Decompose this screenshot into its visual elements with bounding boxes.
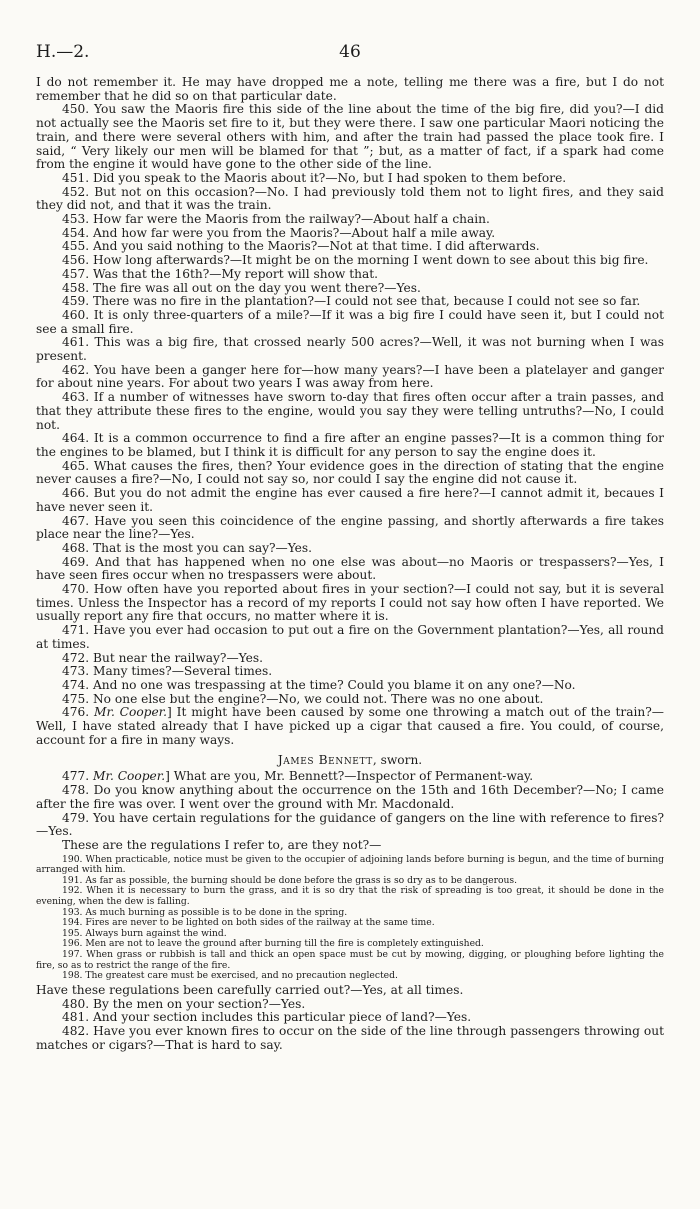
testimony-paragraph: 459. There was no fire in the plantation?—I could not see that, because I could not see so far. <box>62 294 641 309</box>
testimony-paragraph: 460. It is only three-quarters of a mile?—If it was a big fire I could have seen it, but I could not see a small fire. <box>36 307 664 336</box>
testimony-paragraph: I do not remember it. He may have dropped me a note, telling me there was a fire, but I do not remember that he did so on that particular date. <box>36 75 664 103</box>
testimony-paragraph: 457. Was that the 16th?—My report will show that. <box>62 266 379 281</box>
testimony-paragraph: Have these regulations been carefully carried out?—Yes, at all times. <box>36 982 464 997</box>
testimony-paragraph: 455. And you said nothing to the Maoris?—Not at that time. I did afterwards. <box>62 239 540 254</box>
testimony-paragraph: 470. How often have you reported about fires in your section?—I could not say, but it is several times. Unless the Inspector has a record of my reports I could not say how often I have reported. We usually report any fire that occurs, no matter where it is. <box>36 582 664 624</box>
paragraph-477: 477. Mr. Cooper.] What are you, Mr. Bennett?—Inspector of Permanent-way. <box>62 769 534 784</box>
document-reference: H.—2. <box>36 42 90 62</box>
testimony-section-c <box>36 984 664 1053</box>
witness-heading: James Bennett, sworn. <box>277 753 423 768</box>
testimony-section-b <box>36 784 664 853</box>
testimony-paragraph: 469. And that has happened when no one else was about—no Maoris or trespassers?—Yes, I have seen fires occur when no trespassers were about. <box>36 554 664 583</box>
testimony-paragraph: 478. Do you know anything about the occurrence on the 15th and 16th December?—No; I came after the fire was over. I went over the ground with Mr. Macdonald. <box>36 783 664 811</box>
regulations-list <box>36 855 664 982</box>
regulation-item: 197. When grass or rubbish is tall and thick an open space must be cut by mowing, digging, or ploughing before lighting the fire, so as to restrict the range of the fire. <box>36 949 664 971</box>
testimony-paragraph: 465. What causes the fires, then? Your evidence goes in the direction of stating that the engine never causes a fire?—No, I could not say so, nor could I say the engine did not cause it. <box>36 458 664 487</box>
testimony-paragraph: 452. But not on this occasion?—No. I had previously told them not to light fires, and they said they did not, and that it was the train. <box>36 184 664 213</box>
regulation-item: 190. When practicable, notice must be given to the occupier of adjoining lands before burning is begun, and the time of burning arranged with him. <box>36 853 664 876</box>
testimony-paragraph: These are the regulations I refer to, are they not?— <box>62 837 382 852</box>
page-body <box>36 76 664 1052</box>
page-header <box>36 42 664 62</box>
testimony-paragraph: 456. How long afterwards?—It might be on the morning I went down to see about this big fire. <box>62 253 649 268</box>
testimony-paragraph: 458. The fire was all out on the day you went there?—Yes. <box>62 280 421 295</box>
testimony-paragraph: 454. And how far were you from the Maoris?—About half a mile away. <box>62 225 496 240</box>
testimony-paragraph: 451. Did you speak to the Maoris about it?—No, but I had spoken to them before. <box>62 170 567 185</box>
testimony-paragraph: 472. But near the railway?—Yes. <box>62 650 263 665</box>
testimony-paragraph: 481. And your section includes this particular piece of land?—Yes. <box>62 1010 472 1025</box>
paragraph-476: 476. Mr. Cooper.] It might have been caused by some one throwing a match out of the train?—Well, I have stated already that I have picked up a cigar that caused a fire. You could, of course, account for a fire in many ways. <box>36 705 664 747</box>
testimony-paragraph: 453. How far were the Maoris from the railway?—About half a chain. <box>62 212 490 227</box>
testimony-paragraph: 468. That is the most you can say?—Yes. <box>62 540 313 555</box>
page-number: 46 <box>339 42 361 62</box>
testimony-paragraph: 474. And no one was trespassing at the time? Could you blame it on any one?—No. <box>62 677 576 692</box>
regulation-item: 198. The greatest care must be exercised, and no precaution neglected. <box>62 970 398 982</box>
regulation-item: 192. When it is necessary to burn the grass, and it is so dry that the risk of spreading is too great, it should be done in the evening, when the dew is falling. <box>36 885 664 908</box>
testimony-paragraph: 482. Have you ever known fires to occur on the side of the line through passengers throwing out matches or cigars?—That is hard to say. <box>36 1023 664 1052</box>
testimony-paragraph: 471. Have you ever had occasion to put out a fire on the Government plantation?—Yes, all round at times. <box>36 623 664 651</box>
testimony-section-a <box>36 76 664 706</box>
testimony-paragraph: 466. But you do not admit the engine has ever caused a fire here?—I cannot admit it, becaues I have never seen it. <box>36 486 664 514</box>
testimony-paragraph: 475. No one else but the engine?—No, we could not. There was no one about. <box>62 691 544 706</box>
testimony-paragraph: 480. By the men on your section?—Yes. <box>62 996 306 1011</box>
testimony-paragraph: 450. You saw the Maoris fire this side of the line about the time of the big fire, did you?—I did not actually see the Maoris set fire to it, but they were there. I saw one particular Maori noticing the train, and there were several others with him, and after the train had passed the place took fire. I said, “ Very likely our men will be blamed for that ”; but, as a matter of fact, if a spark had come from the engine it would have gone to the other side of the line. <box>36 102 664 172</box>
regulation-item: 193. As much burning as possible is to be done in the spring. <box>62 906 348 918</box>
testimony-paragraph: 464. It is a common occurrence to find a fire after an engine passes?—It is a common thing for the engines to be blamed, but I think it is difficult for any person to say the engine does it. <box>36 431 664 459</box>
regulation-item: 194. Fires are never to be lighted on both sides of the railway at the same time. <box>62 917 435 929</box>
witness-name: James Bennett <box>277 753 373 768</box>
testimony-paragraph: 461. This was a big fire, that crossed nearly 500 acres?—Well, it was not burning when I was present. <box>36 335 664 364</box>
testimony-paragraph: 463. If a number of witnesses have sworn to-day that fires often occur after a train passes, and that they attribute these fires to the engine, would you say they were telling untruths?—No, I could not. <box>36 390 664 432</box>
speaker-name: Mr. Cooper. <box>93 705 168 720</box>
testimony-paragraph: 479. You have certain regulations for the guidance of gangers on the line with reference to fires?—Yes. <box>36 810 664 839</box>
regulation-item: 195. Always burn against the wind. <box>62 927 227 939</box>
speaker-name: Mr. Cooper. <box>93 769 166 784</box>
testimony-paragraph: 467. Have you seen this coincidence of the engine passing, and shortly afterwards a fire takes place near the line?—Yes. <box>36 513 664 542</box>
regulation-item: 196. Men are not to leave the ground after burning till the fire is completely extinguished. <box>62 938 484 950</box>
testimony-paragraph: 473. Many times?—Several times. <box>62 664 273 679</box>
testimony-paragraph: 462. You have been a ganger here for—how many years?—I have been a platelayer and ganger for about nine years. For about two years I was away from here. <box>36 362 664 391</box>
regulation-item: 191. As far as possible, the burning should be done before the grass is so dry as to be dangerous. <box>62 874 518 886</box>
